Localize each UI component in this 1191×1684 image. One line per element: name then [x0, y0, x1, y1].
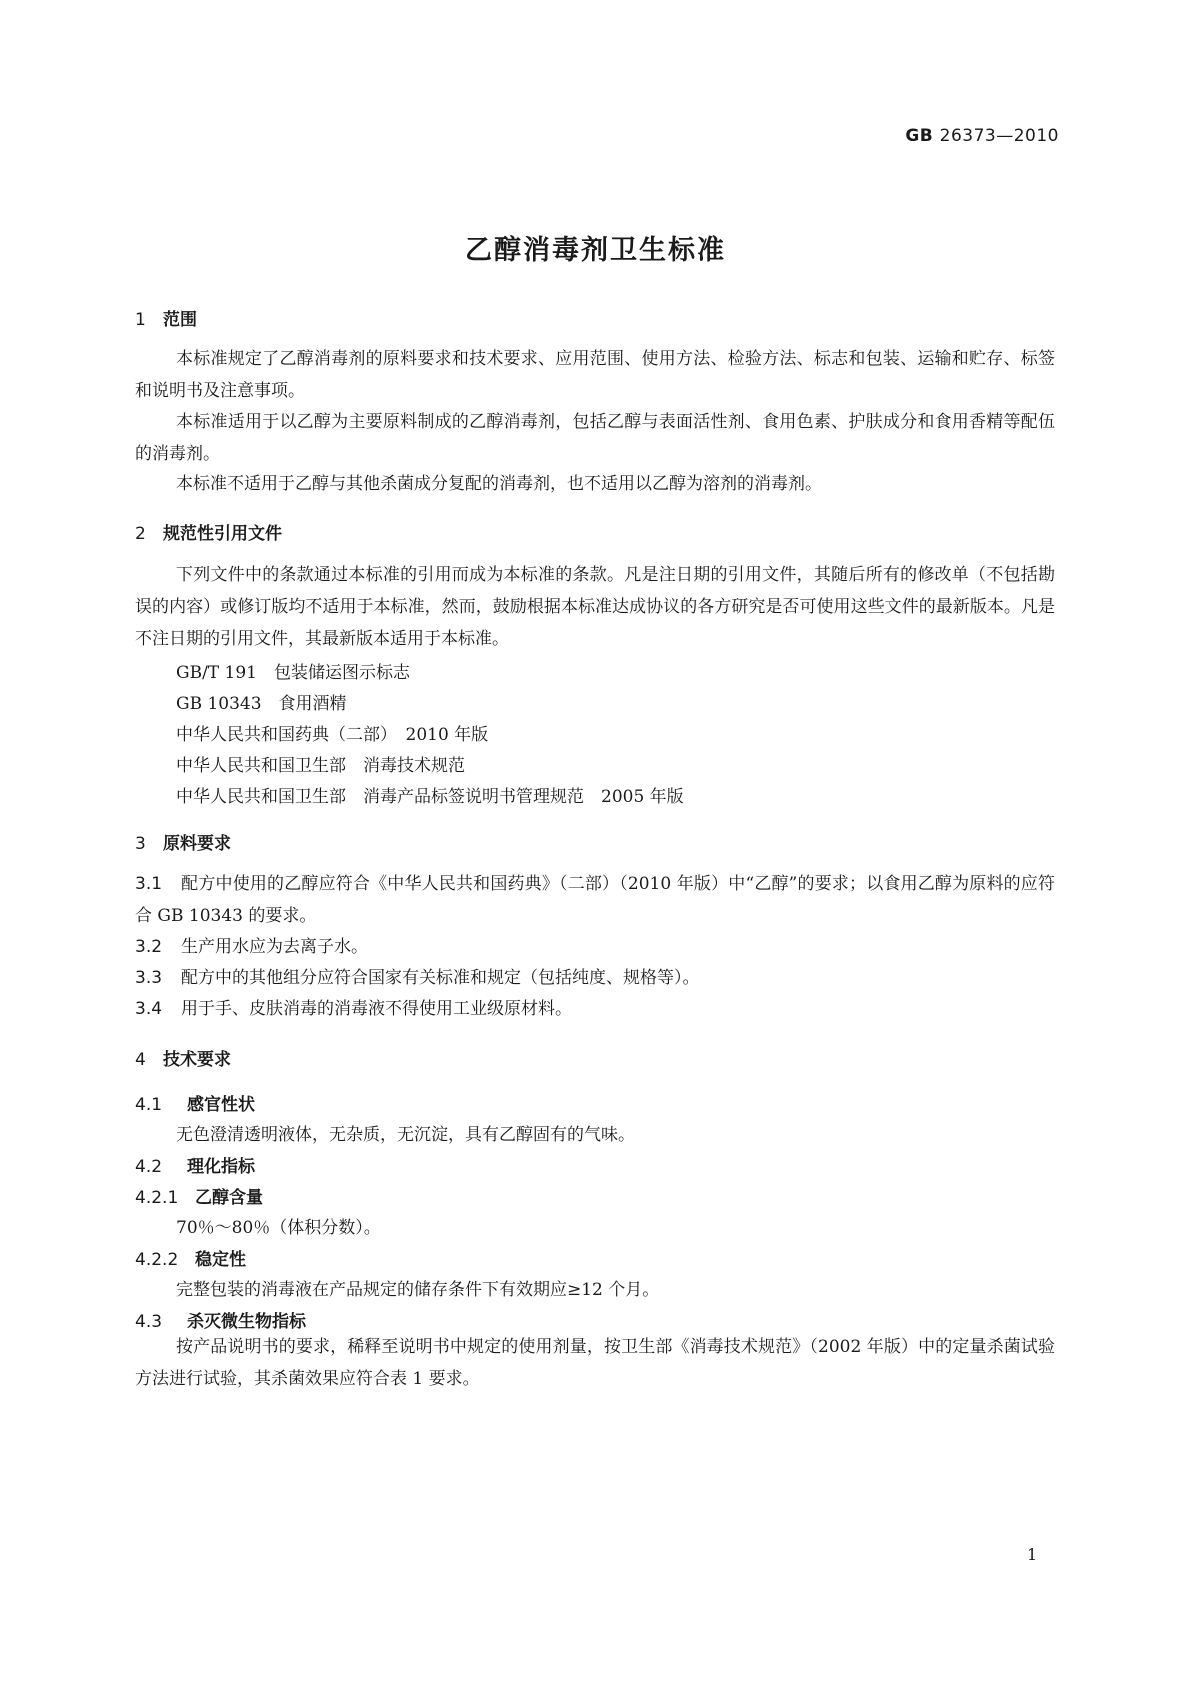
- clause-text: 配方中使用的乙醇应符合《中华人民共和国药典》（二部）（2010 年版）中“乙醇”的要求；以食用乙醇为原料的应符合 GB 10343 的要求。: [135, 874, 1055, 926]
- reference-item: 中华人民共和国卫生部 消毒技术规范: [176, 756, 465, 776]
- subsection-4-2-1-heading: [135, 1183, 263, 1208]
- reference-item: 中华人民共和国药典（二部） 2010 年版: [176, 725, 489, 745]
- subsection-4-3-text: 按产品说明书的要求，稀释至说明书中规定的使用剂量，按卫生部《消毒技术规范》（2002 年版）中的定量杀菌试验方法进行试验，其杀菌效果应符合表 1 要求。: [135, 1337, 1055, 1389]
- subsection-4-2-2-text: 完整包装的消毒液在产品规定的储存条件下有效期应≥12 个月。: [176, 1280, 660, 1300]
- subsection-4-1-text: 无色澄清透明液体，无杂质，无沉淀，具有乙醇固有的气味。: [176, 1125, 635, 1145]
- clause-text: 生产用水应为去离子水。: [181, 937, 368, 957]
- clause-3-4: [135, 993, 1055, 1025]
- clause-number: 3.2: [135, 937, 163, 957]
- subsection-number: 4.3: [135, 1312, 163, 1332]
- clause-text: 用于手、皮肤消毒的消毒液不得使用工业级原材料。: [181, 999, 572, 1019]
- page-number: 1: [1027, 1545, 1038, 1564]
- reference-item: GB/T 191 包装储运图示标志: [176, 663, 410, 683]
- section-1-heading: [135, 305, 197, 330]
- subsection-title: 稳定性: [195, 1250, 246, 1270]
- subsection-number: 4.2.1: [135, 1188, 179, 1208]
- subsection-number: 4.2.2: [135, 1250, 179, 1270]
- clause-number: 3.3: [135, 968, 163, 988]
- subsection-4-2-2-heading: [135, 1245, 246, 1270]
- clause-text: 配方中的其他组分应符合国家有关标准和规定（包括纯度、规格等）。: [181, 968, 700, 988]
- section-2-heading: [135, 519, 282, 544]
- clause-number: 3.1: [135, 874, 163, 894]
- section-number: 2: [135, 524, 146, 544]
- section-number: 4: [135, 1050, 146, 1070]
- clause-3-3: [135, 962, 1055, 994]
- subsection-4-1-heading: [135, 1090, 255, 1115]
- section-1-paragraph-1: 本标准规定了乙醇消毒剂的原料要求和技术要求、应用范围、使用方法、检验方法、标志和包装、运输和贮存、标签和说明书及注意事项。: [135, 349, 1055, 401]
- subsection-4-2-heading: [135, 1152, 255, 1177]
- subsection-4-3-heading: [135, 1307, 306, 1332]
- section-3-heading: [135, 829, 231, 854]
- section-2-paragraph: 下列文件中的条款通过本标准的引用而成为本标准的条款。凡是注日期的引用文件，其随后所有的修改单（不包括勘误的内容）或修订版均不适用于本标准，然而，鼓励根据本标准达成协议的各方研究是否可使用这些文件的最新版本。凡是不注日期的引用文件，其最新版本适用于本标准。: [135, 565, 1055, 649]
- clause-number: 3.4: [135, 999, 163, 1019]
- section-title: 技术要求: [163, 1050, 231, 1070]
- standard-prefix: GB: [905, 126, 934, 146]
- standard-number: 26373—2010: [939, 126, 1059, 146]
- section-title: 规范性引用文件: [163, 524, 282, 544]
- section-title: 原料要求: [163, 834, 231, 854]
- section-number: 3: [135, 834, 146, 854]
- clause-3-2: [135, 931, 1055, 963]
- subsection-title: 感官性状: [187, 1095, 255, 1115]
- standard-code: [905, 126, 1059, 146]
- subsection-4-2-1-text: 70％～80％（体积分数）。: [176, 1218, 381, 1238]
- section-title: 范围: [163, 310, 197, 330]
- reference-item: GB 10343 食用酒精: [176, 694, 347, 714]
- subsection-title: 乙醇含量: [195, 1188, 263, 1208]
- subsection-title: 理化指标: [187, 1157, 255, 1177]
- section-4-heading: [135, 1045, 231, 1070]
- reference-item: 中华人民共和国卫生部 消毒产品标签说明书管理规范 2005 年版: [176, 787, 684, 807]
- subsection-title: 杀灭微生物指标: [187, 1312, 306, 1332]
- section-1-paragraph-2: 本标准适用于以乙醇为主要原料制成的乙醇消毒剂，包括乙醇与表面活性剂、食用色素、护肤成分和食用香精等配伍的消毒剂。: [135, 412, 1055, 464]
- section-1-paragraph-3: 本标准不适用于乙醇与其他杀菌成分复配的消毒剂，也不适用以乙醇为溶剂的消毒剂。: [176, 474, 822, 494]
- section-number: 1: [135, 310, 146, 330]
- document-title: 乙醇消毒剂卫生标准: [465, 235, 726, 266]
- subsection-number: 4.2: [135, 1157, 163, 1177]
- clause-3-1: [135, 868, 1055, 932]
- subsection-number: 4.1: [135, 1095, 163, 1115]
